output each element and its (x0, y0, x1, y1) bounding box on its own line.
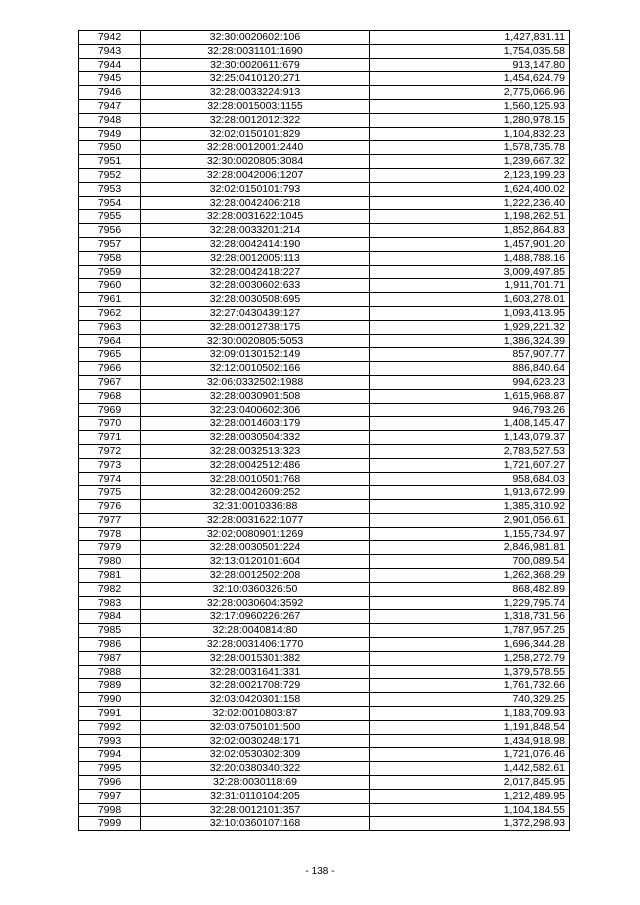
amount-cell: 1,183,709.93 (370, 707, 570, 721)
row-number-cell: 7996 (79, 776, 141, 790)
row-number-cell: 7980 (79, 555, 141, 569)
amount-cell: 1,911,701.71 (370, 279, 570, 293)
row-number-cell: 7991 (79, 707, 141, 721)
table-row (79, 196, 570, 210)
row-number-cell: 7955 (79, 210, 141, 224)
cadastral-number-cell: 32:28:0031101:1690 (141, 44, 370, 58)
row-number-cell: 7942 (79, 31, 141, 45)
cadastral-number-cell: 32:28:0012012:322 (141, 113, 370, 127)
row-number-cell: 7990 (79, 693, 141, 707)
row-number-cell: 7995 (79, 762, 141, 776)
table-row (79, 113, 570, 127)
row-number-cell: 7981 (79, 569, 141, 583)
row-number-cell: 7952 (79, 168, 141, 182)
table-row (79, 486, 570, 500)
cadastral-number-cell: 32:02:0530302:309 (141, 748, 370, 762)
table-row (79, 803, 570, 817)
cadastral-number-cell: 32:03:0420301:158 (141, 693, 370, 707)
cadastral-number-cell: 32:28:0015301:382 (141, 651, 370, 665)
row-number-cell: 7989 (79, 679, 141, 693)
cadastral-number-cell: 32:28:0030504:332 (141, 431, 370, 445)
table-row (79, 403, 570, 417)
row-number-cell: 7992 (79, 720, 141, 734)
row-number-cell: 7983 (79, 596, 141, 610)
amount-cell: 740,329.25 (370, 693, 570, 707)
cadastral-number-cell: 32:28:0012101:357 (141, 803, 370, 817)
amount-cell: 857,907.77 (370, 348, 570, 362)
row-number-cell: 7987 (79, 651, 141, 665)
cadastral-number-cell: 32:28:0030501:224 (141, 541, 370, 555)
amount-cell: 1,427,831.11 (370, 31, 570, 45)
table-row (79, 555, 570, 569)
cadastral-number-cell: 32:13:0120101:604 (141, 555, 370, 569)
cadastral-number-cell: 32:28:0031622:1077 (141, 513, 370, 527)
amount-cell: 1,191,848.54 (370, 720, 570, 734)
table-row (79, 224, 570, 238)
cadastral-number-cell: 32:12:0010502:166 (141, 362, 370, 376)
amount-cell: 2,783,527.53 (370, 444, 570, 458)
table-row (79, 251, 570, 265)
row-number-cell: 7964 (79, 334, 141, 348)
row-number-cell: 7974 (79, 472, 141, 486)
table-row (79, 431, 570, 445)
table-row (79, 265, 570, 279)
amount-cell: 1,442,582.61 (370, 762, 570, 776)
amount-cell: 1,280,978.15 (370, 113, 570, 127)
row-number-cell: 7956 (79, 224, 141, 238)
table-row (79, 734, 570, 748)
registry-table (78, 30, 570, 831)
table-row (79, 210, 570, 224)
cadastral-number-cell: 32:28:0032513:323 (141, 444, 370, 458)
table-row (79, 155, 570, 169)
table-row (79, 693, 570, 707)
table-row (79, 417, 570, 431)
table-row (79, 610, 570, 624)
row-number-cell: 7984 (79, 610, 141, 624)
row-number-cell: 7982 (79, 582, 141, 596)
row-number-cell: 7972 (79, 444, 141, 458)
amount-cell: 1,386,324.39 (370, 334, 570, 348)
cadastral-number-cell: 32:30:0020602:106 (141, 31, 370, 45)
table-row (79, 127, 570, 141)
row-number-cell: 7979 (79, 541, 141, 555)
row-number-cell: 7948 (79, 113, 141, 127)
cadastral-number-cell: 32:03:0750101:500 (141, 720, 370, 734)
row-number-cell: 7999 (79, 817, 141, 831)
amount-cell: 1,258,272.79 (370, 651, 570, 665)
amount-cell: 1,624,400.02 (370, 182, 570, 196)
table-row (79, 86, 570, 100)
table-row (79, 362, 570, 376)
amount-cell: 1,222,236.40 (370, 196, 570, 210)
table-row (79, 707, 570, 721)
amount-cell: 994,623.23 (370, 375, 570, 389)
table-row (79, 99, 570, 113)
cadastral-number-cell: 32:25:0410120:271 (141, 72, 370, 86)
table-row (79, 527, 570, 541)
table-row (79, 279, 570, 293)
row-number-cell: 7970 (79, 417, 141, 431)
amount-cell: 913,147.80 (370, 58, 570, 72)
table-row (79, 582, 570, 596)
cadastral-number-cell: 32:28:0030508:695 (141, 293, 370, 307)
row-number-cell: 7958 (79, 251, 141, 265)
table-row (79, 500, 570, 514)
cadastral-number-cell: 32:28:0014603:179 (141, 417, 370, 431)
table-row (79, 44, 570, 58)
row-number-cell: 7953 (79, 182, 141, 196)
table-row (79, 665, 570, 679)
amount-cell: 1,913,672.99 (370, 486, 570, 500)
amount-cell: 2,123,199.23 (370, 168, 570, 182)
amount-cell: 1,454,624.79 (370, 72, 570, 86)
cadastral-number-cell: 32:28:0012001:2440 (141, 141, 370, 155)
table-row (79, 444, 570, 458)
cadastral-number-cell: 32:02:0150101:829 (141, 127, 370, 141)
table-row (79, 651, 570, 665)
cadastral-number-cell: 32:28:0042414:190 (141, 237, 370, 251)
row-number-cell: 7951 (79, 155, 141, 169)
table-row (79, 638, 570, 652)
table-row (79, 679, 570, 693)
table-row (79, 513, 570, 527)
amount-cell: 1,721,076.46 (370, 748, 570, 762)
cadastral-number-cell: 32:28:0031622:1045 (141, 210, 370, 224)
amount-cell: 1,578,735.78 (370, 141, 570, 155)
amount-cell: 1,372,298.93 (370, 817, 570, 831)
amount-cell: 1,852,864.83 (370, 224, 570, 238)
amount-cell: 886,840.64 (370, 362, 570, 376)
cadastral-number-cell: 32:09:0130152:149 (141, 348, 370, 362)
cadastral-number-cell: 32:28:0021708:729 (141, 679, 370, 693)
cadastral-number-cell: 32:02:0080901:1269 (141, 527, 370, 541)
cadastral-number-cell: 32:02:0150101:793 (141, 182, 370, 196)
row-number-cell: 7978 (79, 527, 141, 541)
row-number-cell: 7963 (79, 320, 141, 334)
table-row (79, 58, 570, 72)
cadastral-number-cell: 32:30:0020805:5053 (141, 334, 370, 348)
cadastral-number-cell: 32:28:0040814:80 (141, 624, 370, 638)
table-row (79, 168, 570, 182)
cadastral-number-cell: 32:17:0960226:267 (141, 610, 370, 624)
amount-cell: 2,017,845.95 (370, 776, 570, 790)
amount-cell: 1,104,832.23 (370, 127, 570, 141)
row-number-cell: 7967 (79, 375, 141, 389)
row-number-cell: 7960 (79, 279, 141, 293)
table-row (79, 348, 570, 362)
cadastral-number-cell: 32:28:0042418:227 (141, 265, 370, 279)
amount-cell: 946,793.26 (370, 403, 570, 417)
table-row (79, 789, 570, 803)
cadastral-number-cell: 32:30:0020805:3084 (141, 155, 370, 169)
cadastral-number-cell: 32:28:0042609:252 (141, 486, 370, 500)
table-row (79, 182, 570, 196)
row-number-cell: 7943 (79, 44, 141, 58)
amount-cell: 1,488,788.16 (370, 251, 570, 265)
amount-cell: 700,089.54 (370, 555, 570, 569)
table-row (79, 306, 570, 320)
amount-cell: 1,212,489.95 (370, 789, 570, 803)
cadastral-number-cell: 32:28:0012738:175 (141, 320, 370, 334)
cadastral-number-cell: 32:28:0012005:113 (141, 251, 370, 265)
row-number-cell: 7957 (79, 237, 141, 251)
cadastral-number-cell: 32:28:0015003:1155 (141, 99, 370, 113)
amount-cell: 868,482.89 (370, 582, 570, 596)
table-row (79, 541, 570, 555)
table-row (79, 817, 570, 831)
cadastral-number-cell: 32:02:0030248:171 (141, 734, 370, 748)
cadastral-number-cell: 32:28:0030602:633 (141, 279, 370, 293)
cadastral-number-cell: 32:28:0031406:1770 (141, 638, 370, 652)
amount-cell: 1,262,368.29 (370, 569, 570, 583)
amount-cell: 3,009,497.85 (370, 265, 570, 279)
registry-table-body (79, 31, 570, 831)
table-row (79, 776, 570, 790)
amount-cell: 1,239,667.32 (370, 155, 570, 169)
row-number-cell: 7969 (79, 403, 141, 417)
row-number-cell: 7950 (79, 141, 141, 155)
row-number-cell: 7968 (79, 389, 141, 403)
amount-cell: 1,754,035.58 (370, 44, 570, 58)
cadastral-number-cell: 32:28:0033224:913 (141, 86, 370, 100)
table-row (79, 293, 570, 307)
cadastral-number-cell: 32:20:0380340:322 (141, 762, 370, 776)
amount-cell: 1,787,957.25 (370, 624, 570, 638)
cadastral-number-cell: 32:30:0020611:679 (141, 58, 370, 72)
amount-cell: 1,615,968.87 (370, 389, 570, 403)
cadastral-number-cell: 32:27:0430439:127 (141, 306, 370, 320)
row-number-cell: 7945 (79, 72, 141, 86)
row-number-cell: 7965 (79, 348, 141, 362)
amount-cell: 1,721,607.27 (370, 458, 570, 472)
cadastral-number-cell: 32:31:0110104:205 (141, 789, 370, 803)
amount-cell: 1,929,221.32 (370, 320, 570, 334)
row-number-cell: 7966 (79, 362, 141, 376)
table-row (79, 31, 570, 45)
row-number-cell: 7986 (79, 638, 141, 652)
amount-cell: 1,603,278.01 (370, 293, 570, 307)
amount-cell: 1,093,413.95 (370, 306, 570, 320)
cadastral-number-cell: 32:28:0030118:69 (141, 776, 370, 790)
table-row (79, 375, 570, 389)
cadastral-number-cell: 32:28:0042406:218 (141, 196, 370, 210)
amount-cell: 1,434,918.98 (370, 734, 570, 748)
row-number-cell: 7954 (79, 196, 141, 210)
cadastral-number-cell: 32:06:0332502:1988 (141, 375, 370, 389)
cadastral-number-cell: 32:28:0030901:508 (141, 389, 370, 403)
cadastral-number-cell: 32:28:0012502:208 (141, 569, 370, 583)
row-number-cell: 7949 (79, 127, 141, 141)
row-number-cell: 7946 (79, 86, 141, 100)
row-number-cell: 7944 (79, 58, 141, 72)
cadastral-number-cell: 32:10:0360107:168 (141, 817, 370, 831)
cadastral-number-cell: 32:28:0042006:1207 (141, 168, 370, 182)
row-number-cell: 7947 (79, 99, 141, 113)
row-number-cell: 7973 (79, 458, 141, 472)
amount-cell: 1,379,578.55 (370, 665, 570, 679)
amount-cell: 1,143,079.37 (370, 431, 570, 445)
row-number-cell: 7997 (79, 789, 141, 803)
amount-cell: 1,155,734.97 (370, 527, 570, 541)
table-row (79, 569, 570, 583)
table-row (79, 762, 570, 776)
amount-cell: 1,696,344.28 (370, 638, 570, 652)
amount-cell: 2,775,066.96 (370, 86, 570, 100)
row-number-cell: 7962 (79, 306, 141, 320)
row-number-cell: 7971 (79, 431, 141, 445)
cadastral-number-cell: 32:10:0360326:50 (141, 582, 370, 596)
row-number-cell: 7959 (79, 265, 141, 279)
cadastral-number-cell: 32:23:0400602:306 (141, 403, 370, 417)
amount-cell: 1,104,184.55 (370, 803, 570, 817)
amount-cell: 1,385,310.92 (370, 500, 570, 514)
table-row (79, 320, 570, 334)
cadastral-number-cell: 32:28:0030604:3592 (141, 596, 370, 610)
table-row (79, 141, 570, 155)
row-number-cell: 7975 (79, 486, 141, 500)
row-number-cell: 7961 (79, 293, 141, 307)
cadastral-number-cell: 32:31:0010336:88 (141, 500, 370, 514)
row-number-cell: 7998 (79, 803, 141, 817)
amount-cell: 1,457,901.20 (370, 237, 570, 251)
table-row (79, 237, 570, 251)
amount-cell: 958,684.03 (370, 472, 570, 486)
table-row (79, 596, 570, 610)
row-number-cell: 7994 (79, 748, 141, 762)
table-row (79, 472, 570, 486)
table-row (79, 748, 570, 762)
amount-cell: 1,318,731.56 (370, 610, 570, 624)
row-number-cell: 7976 (79, 500, 141, 514)
amount-cell: 1,408,145.47 (370, 417, 570, 431)
amount-cell: 1,198,262.51 (370, 210, 570, 224)
amount-cell: 1,229,795.74 (370, 596, 570, 610)
amount-cell: 1,560,125.93 (370, 99, 570, 113)
row-number-cell: 7985 (79, 624, 141, 638)
table-row (79, 458, 570, 472)
amount-cell: 2,846,981.81 (370, 541, 570, 555)
cadastral-number-cell: 32:02:0010803:87 (141, 707, 370, 721)
table-row (79, 334, 570, 348)
row-number-cell: 7993 (79, 734, 141, 748)
cadastral-number-cell: 32:28:0033201:214 (141, 224, 370, 238)
cadastral-number-cell: 32:28:0031641:331 (141, 665, 370, 679)
row-number-cell: 7988 (79, 665, 141, 679)
table-row (79, 720, 570, 734)
page-number: - 138 - (305, 866, 335, 877)
table-row (79, 624, 570, 638)
row-number-cell: 7977 (79, 513, 141, 527)
table-row (79, 389, 570, 403)
cadastral-number-cell: 32:28:0042512:486 (141, 458, 370, 472)
table-row (79, 72, 570, 86)
amount-cell: 1,761,732.66 (370, 679, 570, 693)
amount-cell: 2,901,056.61 (370, 513, 570, 527)
cadastral-number-cell: 32:28:0010501:768 (141, 472, 370, 486)
